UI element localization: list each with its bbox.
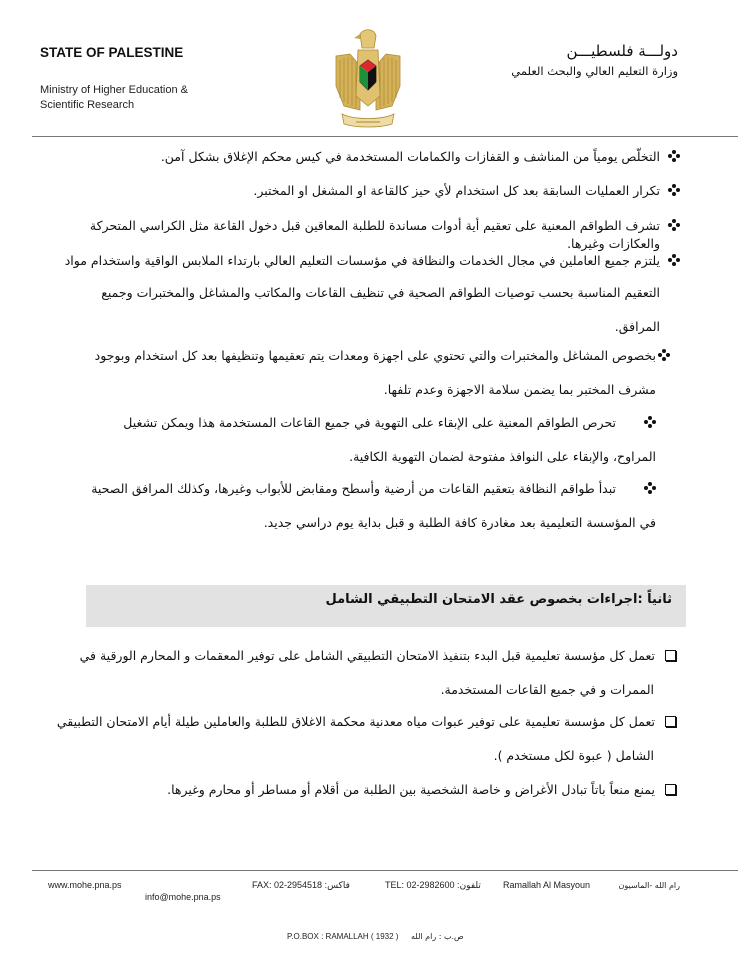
list-item: [20, 246, 680, 344]
four-diamond-bullet-icon: [668, 219, 680, 231]
four-diamond-bullet-icon: [668, 184, 680, 196]
footer-address-arabic: رام الله -الماسيون: [618, 881, 680, 890]
list-item-text: تعمل كل مؤسسة تعليمية قبل البدء بتنفيذ الامتحان التطبيقي الشامل على توفير المعقمات و المحارم الورقية في: [79, 648, 655, 663]
list-item-text: تكرار العمليات السابقة بعد كل استخدام لأي حيز كالقاعة او المشغل او المختبر.: [253, 183, 660, 198]
ministry-name-english: [40, 83, 240, 113]
state-title-english: STATE OF PALESTINE: [40, 45, 184, 60]
list-item-text: تعمل كل مؤسسة تعليمية على توفير عبوات مياه معدنية محكمة الاغلاق للطلبة والعاملين طيلة أيام الامتحان التطبيقي: [56, 714, 655, 729]
list-item-text: تبدأ طواقم النظافة بتعقيم القاعات من أرضية وأسطح ومقابض للأبواب وغيرها، وكذلك المرافق الصحية: [91, 481, 616, 496]
ministry-name-english-line1: Ministry of Higher Education &: [40, 84, 188, 96]
four-diamond-bullet-icon: [644, 482, 656, 494]
list-item: [16, 773, 676, 807]
list-item-text: المراوح، والإبقاء على النوافذ مفتوحة لضمان التهوية الكافية.: [349, 449, 656, 464]
list-item-text: في المؤسسة التعليمية بعد مغادرة كافة الطلبة و قبل بداية يوم دراسي جديد.: [263, 515, 656, 530]
footer-pobox-english: P.O.BOX : RAMALLAH ( 1932 ): [287, 932, 399, 941]
ministry-name-english-line2: Scientific Research: [40, 99, 135, 111]
list-item: [16, 639, 676, 707]
list-item-text: تشرف الطواقم المعنية على تعقيم أية أدوات مساندة للطلبة المعاقين قبل دخول القاعة مثل الكراسي المتحركة: [89, 218, 660, 233]
footer-phone: TEL: 02-2982600 :تلفون: [385, 880, 481, 890]
list-item-text: التخلّص يومياً من المناشف و القفازات والكمامات المستخدمة في كيس محكم الإغلاق بشكل آمن.: [160, 149, 660, 164]
footer-website-link[interactable]: www.mohe.pna.ps: [48, 880, 122, 890]
checkbox-bullet-icon: [665, 716, 676, 727]
four-diamond-bullet-icon: [644, 416, 656, 428]
list-item-text: والعكازات وغيرها.: [567, 236, 660, 251]
list-item: [36, 472, 656, 540]
header-divider: [32, 136, 738, 137]
checkbox-bullet-icon: [665, 784, 676, 795]
list-item: [100, 140, 680, 174]
list-item-text: يلتزم جميع العاملين في مجال الخدمات والنظافة في مؤسسات التعليم العالي بارتداء الملابس الواقية واستخدام مواد: [64, 253, 660, 268]
section-heading: ثانياً :اجراءات بخصوص عقد الامتحان التطبيقي الشامل: [325, 592, 672, 607]
list-item-text: مشرف المختبر بما يضمن سلامة الاجهزة وعدم تلفها.: [383, 382, 656, 397]
footer-fax: FAX: 02-2954518 :فاكس: [252, 880, 350, 890]
list-item-text: المرافق.: [614, 319, 660, 334]
list-item-text: الممرات و في جميع القاعات المستخدمة.: [440, 682, 654, 697]
four-diamond-bullet-icon: [658, 349, 670, 361]
ministry-name-arabic: وزارة التعليم العالي والبحث العلمي: [511, 64, 678, 78]
list-item-text: بخصوص المشاغل والمختبرات والتي تحتوي على اجهزة ومعدات يتم تعقيمها وتنظيفها بعد كل استخدام وبوجود: [94, 348, 656, 363]
footer-pobox-arabic: ص.ب : رام الله: [411, 932, 464, 941]
four-diamond-bullet-icon: [668, 150, 680, 162]
four-diamond-bullet-icon: [668, 254, 680, 266]
footer-email-link[interactable]: info@mohe.pna.ps: [145, 892, 221, 902]
list-item-text: التعقيم المناسبة بحسب توصيات الطواقم الصحية في تنظيف القاعات والمكاتب والمشاغل والمختبرات وجميع: [101, 285, 660, 300]
checkbox-bullet-icon: [665, 650, 676, 661]
state-title-arabic: دولـــة فلسطيـــن: [566, 42, 678, 60]
list-item: [16, 705, 676, 773]
list-item: [30, 339, 670, 407]
list-item-text: الشامل ( عبوة لكل مستخدم ).: [493, 748, 654, 763]
list-item-text: تحرص الطواقم المعنية على الإبقاء على التهوية في جميع القاعات المستخدمة هذا ويمكن تشغيل: [123, 415, 616, 430]
footer-divider: [32, 870, 738, 871]
list-item-text: يمنع منعاً باتاً تبادل الأغراض و خاصة الشخصية بين الطلبة من أقلام أو مساطر أو محارم وغيرها.: [167, 782, 655, 797]
list-item: [36, 406, 656, 474]
palestine-eagle-emblem-icon: [330, 26, 406, 130]
list-item: [100, 174, 680, 208]
footer-address-english: Ramallah Al Masyoun: [503, 880, 591, 890]
